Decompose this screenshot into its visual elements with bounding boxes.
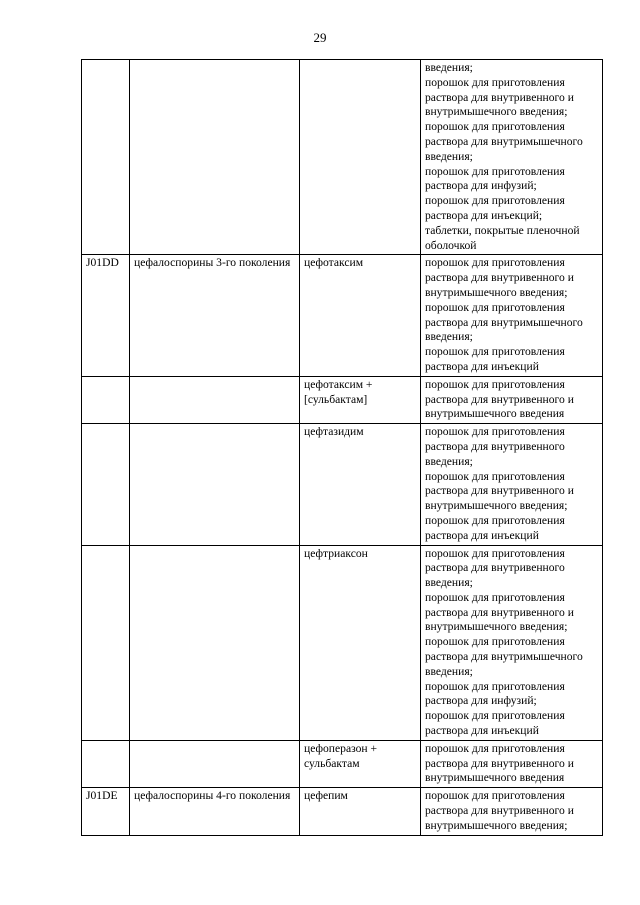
dosage-form-line: порошок для приготовления: [425, 120, 565, 134]
dosage-form-line: порошок для приготовления: [425, 300, 565, 314]
dosage-form-line: введения;: [425, 330, 473, 344]
dosage-form-line: оболочкой: [425, 238, 477, 252]
drug-name-cell: цефтазидим: [300, 424, 421, 545]
drug-name-cell: цефотаксим + [сульбактам]: [300, 376, 421, 423]
drug-name-cell: цефотаксим: [300, 255, 421, 376]
dosage-form-line: порошок для приготовления: [425, 789, 565, 803]
atc-code-cell: [82, 376, 130, 423]
dosage-form-line: раствора для внутривенного и: [425, 90, 574, 104]
table-row: [82, 424, 603, 545]
dosage-form-line: раствора для внутривенного: [425, 561, 565, 575]
dosage-form-line: введения;: [425, 576, 473, 590]
dosage-form-line: порошок для приготовления: [425, 679, 565, 693]
dosage-form-line: раствора для инъекций: [425, 359, 539, 373]
table-row: [82, 255, 603, 376]
dosage-form-line: порошок для приготовления: [425, 590, 565, 604]
dosage-form-line: внутримышечного введения;: [425, 818, 568, 832]
dosage-form-line: раствора для внутривенного и: [425, 392, 574, 406]
dosage-form-line: таблетки, покрытые пленочной: [425, 223, 580, 237]
dosage-form-line: введения;: [425, 61, 473, 74]
dosage-form-line: порошок для приготовления: [425, 741, 565, 755]
table-row: [82, 545, 603, 740]
drug-group-cell: [130, 545, 300, 740]
page-number: 29: [313, 30, 327, 45]
atc-code-cell: J01DD: [82, 255, 130, 376]
atc-code-cell: J01DE: [82, 788, 130, 835]
dosage-form-line: внутримышечного введения;: [425, 105, 568, 119]
drug-name-cell: [300, 60, 421, 255]
dosage-form-line: раствора для внутривенного: [425, 439, 565, 453]
dosage-form-line: внутримышечного введения: [425, 407, 565, 421]
atc-code-cell: [82, 60, 130, 255]
table-row: [82, 788, 603, 835]
dosage-forms-cell: [421, 788, 603, 835]
drug-group-cell: цефалоспорины 3-го поколения: [130, 255, 300, 376]
dosage-form-line: раствора для внутривенного и: [425, 804, 574, 818]
dosage-form-line: внутримышечного введения;: [425, 499, 568, 513]
dosage-form-line: раствора для инъекций: [425, 724, 539, 738]
dosage-forms-cell: [421, 545, 603, 740]
dosage-form-line: внутримышечного введения;: [425, 285, 568, 299]
table-row: [82, 60, 603, 255]
dosage-form-line: порошок для приготовления: [425, 546, 565, 560]
dosage-form-line: введения;: [425, 149, 473, 163]
dosage-form-line: порошок для приготовления: [425, 164, 565, 178]
dosage-forms-cell: [421, 740, 603, 787]
dosage-form-line: введения;: [425, 454, 473, 468]
dosage-form-line: порошок для приготовления: [425, 469, 565, 483]
dosage-forms-cell: [421, 60, 603, 255]
dosage-form-line: порошок для приготовления: [425, 75, 565, 89]
dosage-form-line: порошок для приготовления: [425, 256, 565, 270]
drug-group-cell: цефалоспорины 4-го поколения: [130, 788, 300, 835]
drug-name-cell: цефепим: [300, 788, 421, 835]
dosage-form-line: раствора для инъекций;: [425, 208, 543, 222]
dosage-form-line: раствора для внутривенного и: [425, 271, 574, 285]
atc-code-cell: [82, 740, 130, 787]
drug-table: [81, 59, 603, 836]
drug-group-cell: [130, 60, 300, 255]
dosage-form-line: раствора для инфузий;: [425, 694, 537, 708]
drug-group-cell: [130, 740, 300, 787]
table-body: [82, 60, 603, 836]
dosage-form-line: порошок для приготовления: [425, 194, 565, 208]
dosage-form-line: раствора для инфузий;: [425, 179, 537, 193]
dosage-form-line: раствора для внутримышечного: [425, 315, 583, 329]
dosage-form-line: раствора для внутримышечного: [425, 134, 583, 148]
dosage-form-line: введения;: [425, 664, 473, 678]
dosage-form-line: раствора для внутривенного и: [425, 756, 574, 770]
atc-code-cell: [82, 424, 130, 545]
dosage-form-line: порошок для приготовления: [425, 513, 565, 527]
dosage-form-line: порошок для приготовления: [425, 635, 565, 649]
dosage-form-line: внутримышечного введения: [425, 771, 565, 785]
dosage-form-line: порошок для приготовления: [425, 345, 565, 359]
dosage-form-line: раствора для инъекций: [425, 528, 539, 542]
dosage-form-line: раствора для внутримышечного: [425, 650, 583, 664]
dosage-form-line: раствора для внутривенного и: [425, 605, 574, 619]
drug-name-cell: цефтриаксон: [300, 545, 421, 740]
table-row: [82, 740, 603, 787]
dosage-forms-cell: [421, 376, 603, 423]
drug-group-cell: [130, 424, 300, 545]
table-row: [82, 376, 603, 423]
drug-name-cell: цефоперазон + сульбактам: [300, 740, 421, 787]
dosage-form-line: порошок для приготовления: [425, 709, 565, 723]
dosage-form-line: внутримышечного введения;: [425, 620, 568, 634]
dosage-form-line: порошок для приготовления: [425, 425, 565, 439]
drug-group-cell: [130, 376, 300, 423]
dosage-form-line: раствора для внутривенного и: [425, 484, 574, 498]
dosage-forms-cell: [421, 424, 603, 545]
dosage-forms-cell: [421, 255, 603, 376]
dosage-form-line: порошок для приготовления: [425, 377, 565, 391]
atc-code-cell: [82, 545, 130, 740]
